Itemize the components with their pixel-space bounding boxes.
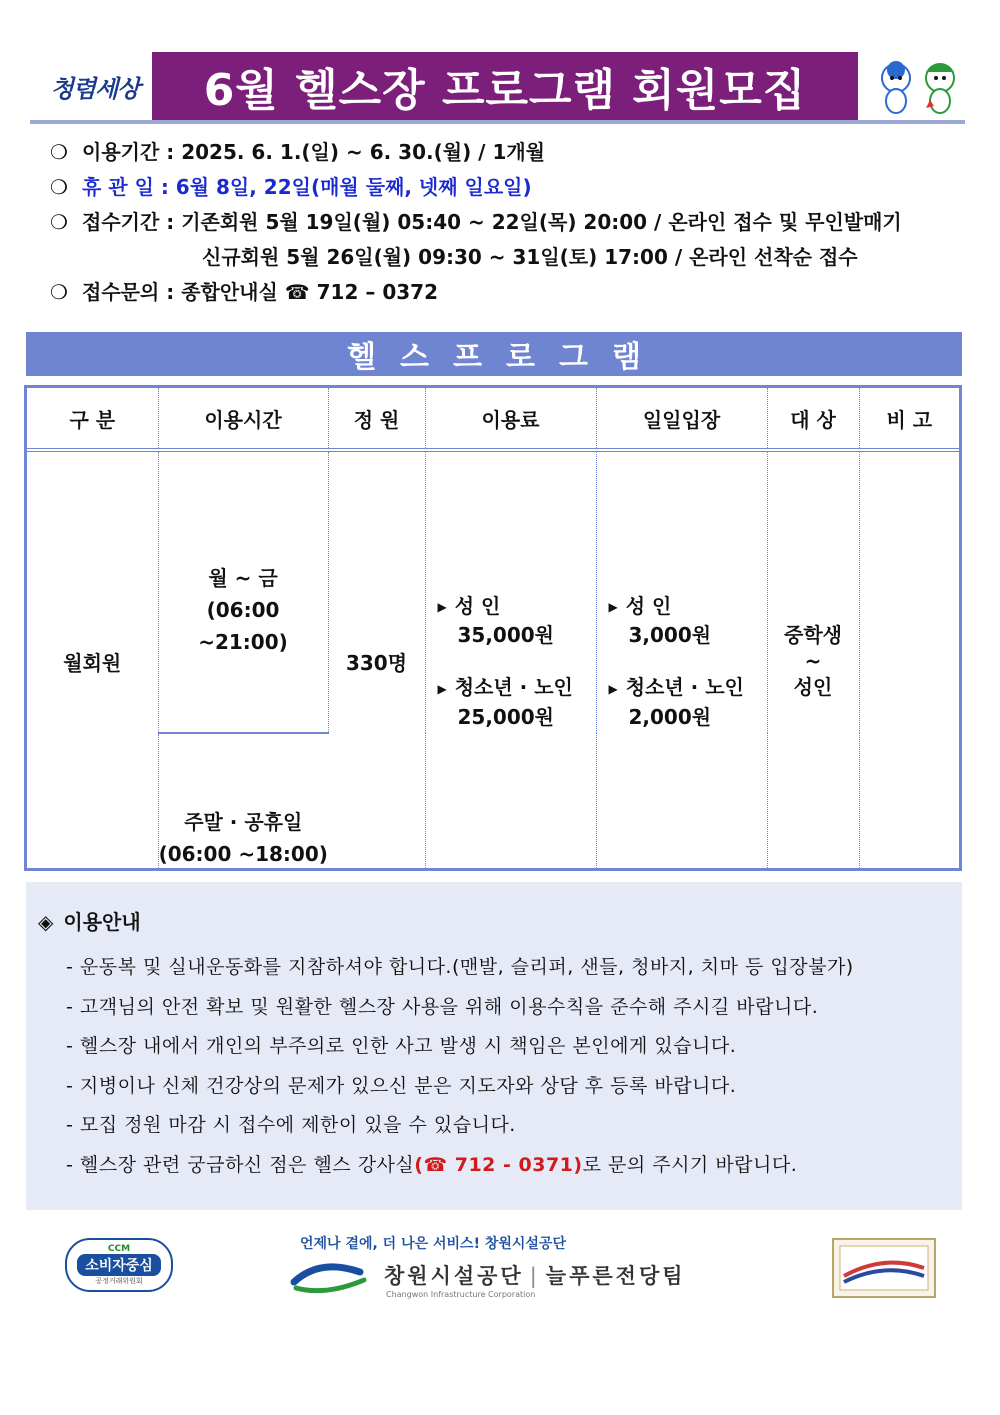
corp-mark-icon [290,1262,372,1296]
target-cell: 중학생 ~ 성인 [767,450,859,870]
slogan: 언제나 곁에, 더 나은 서비스! 창원시설공단 [300,1236,566,1252]
info-reception-new: 신규회원 5월 26일(월) 09:30 ~ 31일(토) 17:00 / 온라인 선착순 접수 [202,245,858,269]
time-weekday-cell: 월 ~ 금 (06:00 ~21:00) [158,450,328,733]
program-table [24,385,962,871]
list-item: - 운동복 및 실내운동화를 지참하셔야 합니다.(맨발, 슬리퍼, 샌들, 청바지, 치마 등 입장불가) [66,956,854,978]
category-cell: 월회원 [27,450,158,870]
triangle-icon: ▶ [608,600,618,614]
ccm-logo: CCM 소비자중심 공정거래위원회 [65,1238,173,1292]
time-weekend-cell: 주말 · 공휴일 (06:00 ~18:00) [158,810,328,866]
info-closed: ❍ 휴 관 일 : 6월 8일, 22일(매월 둘째, 넷째 일요일) [50,170,970,205]
guide-list [66,948,956,1185]
list-item: - 고객님의 안전 확보 및 원활한 헬스장 사용을 위해 이용수칙을 준수해 주시길 바랍니다. [66,995,819,1018]
col-header: 비 고 [859,388,959,450]
col-header: 구 분 [27,388,158,450]
section-title: 헬스프로그램 [347,340,665,375]
info-list [50,135,970,310]
list-item: - 헬스장 관련 궁금하신 점은 헬스 강사실(☎ 712 - 0371)로 문의 주시기 바랍니다. [66,1153,798,1176]
page-header [30,52,965,122]
guide-title: ◈ 이용안내 [38,910,141,934]
table-header-row [27,388,959,450]
corp-logo: 창원시설공단 | 늘푸른전당팀 Changwon Infrastructure Corporation [290,1258,760,1304]
page-title: 6월 헬스장 프로그램 회원모집 [203,65,807,116]
title-banner [152,52,858,120]
list-item: - 지병이나 신체 건강상의 문제가 있으신 분은 지도자와 상담 후 등록 바랍니다. [66,1074,737,1097]
info-inquiry: ❍ 접수문의 : 종합안내실 ☎ 712 – 0372 [50,275,970,310]
col-header: 정 원 [328,388,425,450]
daily-cell: ▶ 성 인 3,000원 ▶ 청소년 · 노인 2,000원 [596,450,767,870]
capacity-cell: 330명 [328,450,425,870]
diamond-icon: ◈ [38,910,54,934]
brand-text: 청렴세상 [50,73,140,103]
col-header: 이용료 [425,388,596,450]
bullet-icon: ❍ [50,280,68,304]
info-reception: ❍ 접수기간 : 기존회원 5월 19일(월) 05:40 ~ 22일(목) 20:00 / 온라인 접수 및 무인발매기 [50,205,970,240]
remark-cell [859,450,959,870]
list-item: - 헬스장 내에서 개인의 부주의로 인한 사고 발생 시 책임은 본인에게 있습니다. [66,1035,737,1057]
triangle-icon: ▶ [437,600,447,614]
bullet-icon: ❍ [50,210,68,234]
section-band [26,332,962,376]
bullet-icon: ❍ [50,140,68,164]
table-row [27,450,959,733]
certification-badge-icon [832,1238,936,1298]
bullet-icon: ❍ [50,175,68,199]
mascot-icon [868,56,968,116]
col-header: 대 상 [767,388,859,450]
phone-number: (☎ 712 - 0371) [414,1153,583,1176]
triangle-icon: ▶ [608,681,618,696]
col-header: 일일입장 [596,388,767,450]
fee-cell: ▶ 성 인 35,000원 ▶ 청소년 · 노인 25,000원 [425,450,596,870]
header-divider [30,120,965,124]
triangle-icon: ▶ [437,681,447,696]
integrity-logo [40,58,150,114]
col-header: 이용시간 [158,388,328,450]
list-item: - 모집 정원 마감 시 접수에 제한이 있을 수 있습니다. [66,1114,516,1136]
info-period: ❍ 이용기간 : 2025. 6. 1.(일) ~ 6. 30.(월) / 1개월 [50,135,970,170]
usage-guide [26,882,962,1210]
